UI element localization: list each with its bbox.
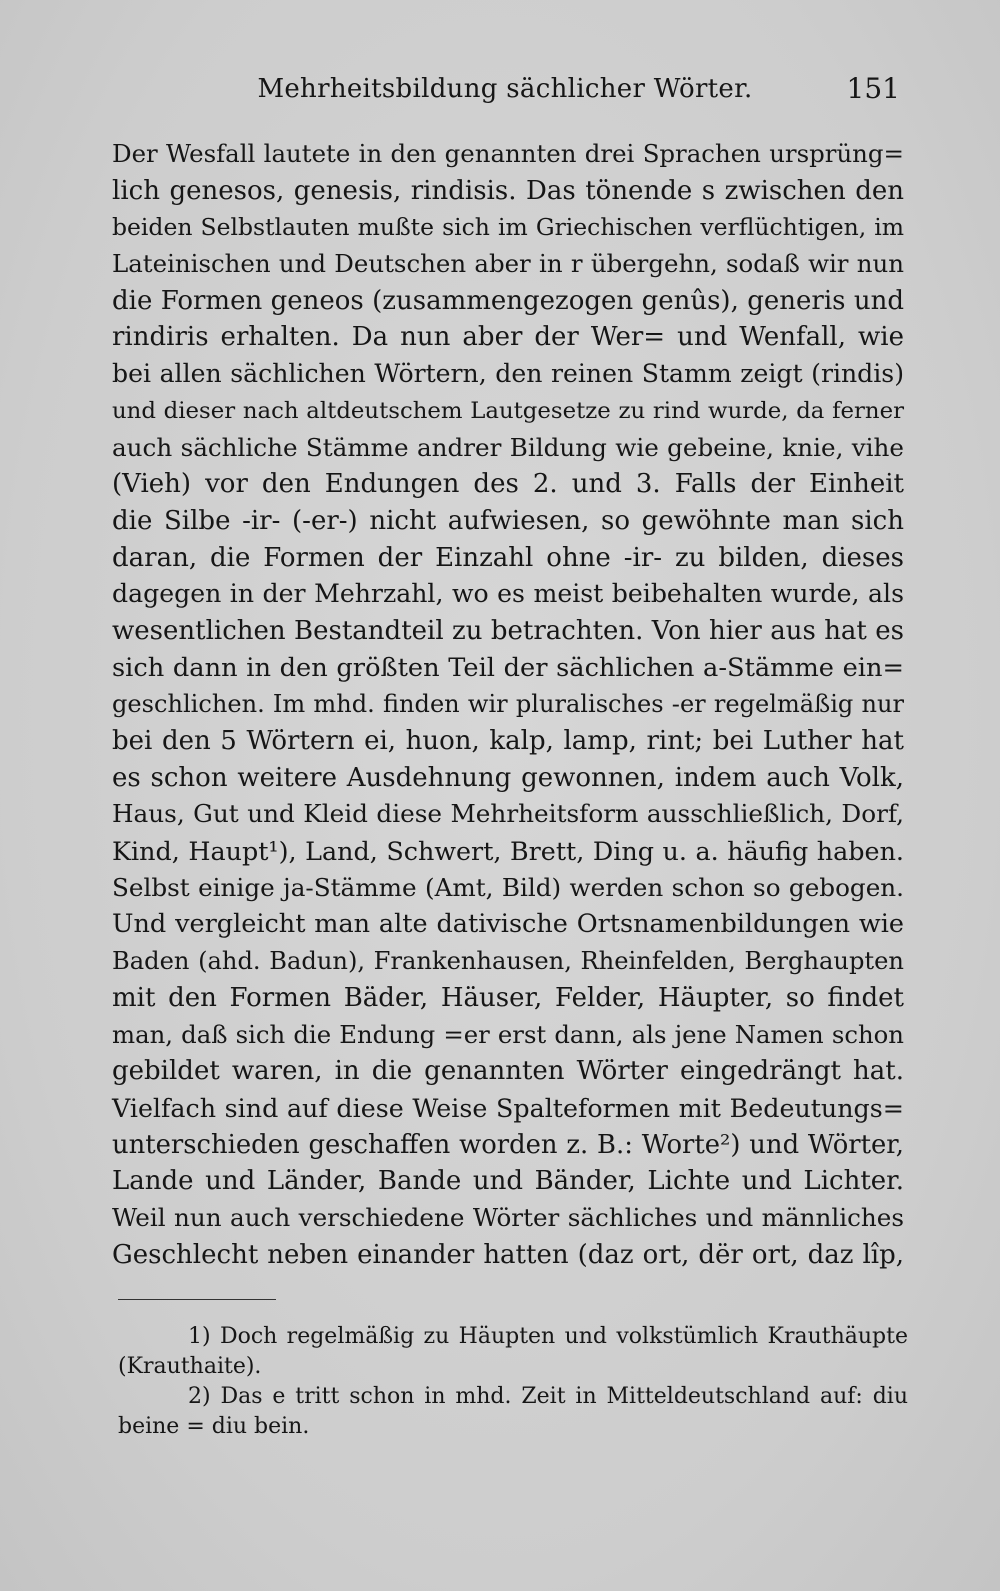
text-line: (Vieh) vor den Endungen des 2. und 3. Falls der Einheit [112,469,904,500]
footnote-1-line-2: (Krauthaite). [118,1354,262,1379]
text-line: Der Wesfall lautete in den genannten drei Sprachen ursprüng= [112,139,904,168]
body-text [112,136,904,1273]
text-line: Weil nun auch verschiedene Wörter sächliches und männliches [112,1202,904,1232]
text-line: dagegen in der Mehrzahl, wo es meist beibehalten wurde, als [112,579,904,609]
text-line: man, daß sich die Endung =er erst dann, als jene Namen schon [112,1019,904,1049]
text-line: Lateinischen und Deutschen aber in r übergehn, sodaß wir nun [112,249,904,279]
text-line: rindiris erhalten. Da nun aber der Wer= und Wenfall, wie [112,322,904,353]
text-line: gebildet waren, in die genannten Wörter eingedrängt hat. [112,1056,904,1087]
page-number: 151 [846,72,900,105]
text-line: Geschlecht neben einander hatten (daz ort, dër ort, daz lîp, [112,1239,904,1270]
footnotes [118,1322,908,1442]
text-line: Und vergleicht man alte dativische Ortsnamenbildungen wie [112,909,904,940]
text-line: beiden Selbstlauten mußte sich im Griechischen verflüchtigen, im [112,213,904,242]
footnote-2-line-2: beine = diu bein. [118,1414,310,1439]
page-header [110,74,900,114]
text-line: bei den 5 Wörtern ei, huon, kalp, lamp, rint; bei Luther hat [112,726,904,756]
text-line: Vielfach sind auf diese Weise Spalteformen mit Bedeutungs= [112,1092,904,1123]
text-line: lich genesos, genesis, rindisis. Das tönende s zwischen den [112,175,904,206]
text-line: sich dann in den größten Teil der sächlichen a-Stämme ein= [112,652,904,683]
text-line: es schon weitere Ausdehnung gewonnen, indem auch Volk, [112,762,904,793]
text-line: auch sächliche Stämme andrer Bildung wie gebeine, knie, vihe [112,432,904,462]
text-line: bei allen sächlichen Wörtern, den reinen Stamm zeigt (rindis) [112,359,904,389]
footnote-2-line-1: 2) Das e tritt schon in mhd. Zeit in Mitteldeutschland auf: diu [188,1384,908,1409]
text-line: geschlichen. Im mhd. finden wir pluralisches -er regelmäßig nur [112,690,904,719]
running-title: Mehrheitsbildung sächlicher Wörter. [257,74,753,104]
text-line: mit den Formen Bäder, Häuser, Felder, Häupter, so findet [112,982,904,1013]
text-line: die Silbe -ir- (-er-) nicht aufwiesen, so gewöhnte man sich [112,505,904,536]
text-line: daran, die Formen der Einzahl ohne -ir- zu bilden, dieses [112,542,904,573]
footnote-1-line-1: 1) Doch regelmäßig zu Häupten und volkstümlich Krauthäupte [188,1324,908,1349]
text-line: unterschieden geschaffen worden z. B.: Worte²) und Wörter, [112,1129,904,1160]
text-line: Selbst einige ja-Stämme (Amt, Bild) werden schon so gebogen. [112,872,904,902]
text-line: und dieser nach altdeutschem Lautgesetze zu rind wurde, da ferner [112,397,904,424]
text-line: die Formen geneos (zusammengezogen genûs), generis und [112,285,904,316]
text-line: Baden (ahd. Badun), Frankenhausen, Rheinfelden, Berghaupten [112,947,904,976]
text-line: Haus, Gut und Kleid diese Mehrheitsform ausschließlich, Dorf, [112,799,904,829]
text-line: Kind, Haupt¹), Land, Schwert, Brett, Ding u. a. häufig haben. [112,836,904,867]
footnote-separator [118,1299,276,1300]
text-line: Lande und Länder, Bande und Bänder, Lichte und Lichter. [112,1166,904,1197]
text-line: wesentlichen Bestandteil zu betrachten. Von hier aus hat es [112,615,904,646]
